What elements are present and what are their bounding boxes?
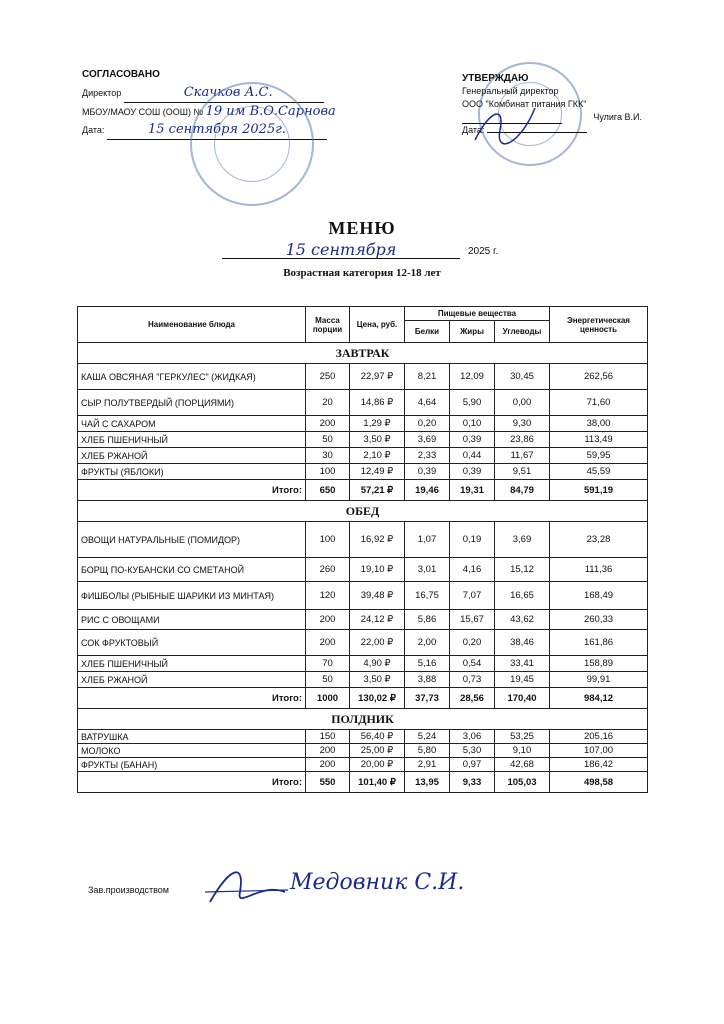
- approval-right-date-label: Дата:: [462, 125, 485, 135]
- cell-mass: 70: [306, 656, 350, 672]
- table-row: [78, 656, 648, 672]
- dish-name: ЧАЙ С САХАРОМ: [78, 416, 306, 432]
- cell-protein: 4,64: [405, 390, 450, 416]
- cell-carbs: 9,10: [495, 744, 550, 758]
- col-fat: Жиры: [450, 321, 495, 343]
- total-carbs: 105,03: [495, 772, 550, 793]
- table-row: [78, 610, 648, 630]
- total-label: Итого:: [78, 772, 306, 793]
- age-category: Возрастная категория 12-18 лет: [283, 267, 441, 279]
- approval-left-school-label: МБОУ/МАОУ СОШ (ООШ) №: [82, 107, 204, 117]
- total-row: [78, 772, 648, 793]
- cell-fat: 0,10: [450, 416, 495, 432]
- table-row: [78, 558, 648, 582]
- table-row: [78, 758, 648, 772]
- cell-price: 3,50 ₽: [350, 672, 405, 688]
- menu-year: 2025 г.: [468, 246, 499, 257]
- cell-mass: 50: [306, 672, 350, 688]
- approval-left-signature: Скачков А.С.: [183, 85, 273, 100]
- cell-fat: 5,90: [450, 390, 495, 416]
- cell-mass: 200: [306, 630, 350, 656]
- table-row: [78, 448, 648, 464]
- cell-price: 12,49 ₽: [350, 464, 405, 480]
- total-energy: 591,19: [550, 480, 648, 501]
- dish-name: ХЛЕБ ПШЕНИЧНЫЙ: [78, 432, 306, 448]
- cell-fat: 4,16: [450, 558, 495, 582]
- cell-mass: 30: [306, 448, 350, 464]
- approval-right-position: Генеральный директор: [462, 86, 559, 96]
- cell-fat: 12,09: [450, 364, 495, 390]
- total-mass: 1000: [306, 688, 350, 709]
- cell-mass: 50: [306, 432, 350, 448]
- cell-mass: 100: [306, 522, 350, 558]
- total-price: 101,40 ₽: [350, 772, 405, 793]
- total-row: [78, 688, 648, 709]
- total-energy: 984,12: [550, 688, 648, 709]
- cell-energy: 262,56: [550, 364, 648, 390]
- cell-fat: 7,07: [450, 582, 495, 610]
- col-dish: Наименование блюда: [78, 307, 306, 343]
- approval-right-heading: УТВЕРЖДАЮ: [462, 73, 529, 84]
- school-stamp: [190, 82, 314, 206]
- cell-protein: 8,21: [405, 364, 450, 390]
- cell-carbs: 9,30: [495, 416, 550, 432]
- approval-right-org: ООО "Комбинат питания ГКК": [462, 99, 587, 109]
- cell-mass: 200: [306, 416, 350, 432]
- cell-carbs: 11,67: [495, 448, 550, 464]
- cell-energy: 71,60: [550, 390, 648, 416]
- cell-carbs: 42,68: [495, 758, 550, 772]
- table-row: [78, 364, 648, 390]
- cell-energy: 45,59: [550, 464, 648, 480]
- cell-energy: 23,28: [550, 522, 648, 558]
- menu-table: [77, 306, 648, 793]
- total-protein: 37,73: [405, 688, 450, 709]
- menu-date-line: [222, 238, 522, 260]
- col-mass: Масса порции: [306, 307, 350, 343]
- table-row: [78, 522, 648, 558]
- col-energy: Энергетическая ценность: [550, 307, 648, 343]
- cell-price: 4,90 ₽: [350, 656, 405, 672]
- cell-protein: 2,00: [405, 630, 450, 656]
- cell-protein: 2,91: [405, 758, 450, 772]
- dish-name: ХЛЕБ РЖАНОЙ: [78, 448, 306, 464]
- total-row: [78, 480, 648, 501]
- section-row: [78, 343, 648, 364]
- approval-left-heading: СОГЛАСОВАНО: [82, 69, 160, 80]
- cell-fat: 0,39: [450, 464, 495, 480]
- cell-protein: 0,20: [405, 416, 450, 432]
- cell-protein: 5,24: [405, 730, 450, 744]
- total-carbs: 170,40: [495, 688, 550, 709]
- cell-price: 2,10 ₽: [350, 448, 405, 464]
- col-nutrients: Пищевые вещества: [405, 307, 550, 321]
- table-row: [78, 582, 648, 610]
- dish-name: ФРУКТЫ (БАНАН): [78, 758, 306, 772]
- section-title: ПОЛДНИК: [78, 709, 648, 730]
- cell-price: 19,10 ₽: [350, 558, 405, 582]
- cell-carbs: 16,65: [495, 582, 550, 610]
- dish-name: КАША ОВСЯНАЯ "ГЕРКУЛЕС" (ЖИДКАЯ): [78, 364, 306, 390]
- cell-energy: 205,16: [550, 730, 648, 744]
- cell-fat: 0,20: [450, 630, 495, 656]
- approval-left-date-label: Дата:: [82, 125, 105, 135]
- cell-carbs: 30,45: [495, 364, 550, 390]
- production-signature: Медовник С.И.: [290, 870, 465, 895]
- cell-mass: 200: [306, 758, 350, 772]
- cell-carbs: 0,00: [495, 390, 550, 416]
- cell-carbs: 53,25: [495, 730, 550, 744]
- table-row: [78, 730, 648, 744]
- cell-protein: 1,07: [405, 522, 450, 558]
- cell-energy: 161,86: [550, 630, 648, 656]
- cell-carbs: 43,62: [495, 610, 550, 630]
- cell-price: 25,00 ₽: [350, 744, 405, 758]
- dish-name: СОК ФРУКТОВЫЙ: [78, 630, 306, 656]
- production-label: Зав.производством: [88, 885, 169, 895]
- cell-protein: 3,88: [405, 672, 450, 688]
- cell-mass: 120: [306, 582, 350, 610]
- total-protein: 13,95: [405, 772, 450, 793]
- dish-name: СЫР ПОЛУТВЕРДЫЙ (ПОРЦИЯМИ): [78, 390, 306, 416]
- cell-energy: 113,49: [550, 432, 648, 448]
- table-row: [78, 672, 648, 688]
- dish-name: БОРЩ ПО-КУБАНСКИ СО СМЕТАНОЙ: [78, 558, 306, 582]
- cell-protein: 5,16: [405, 656, 450, 672]
- cell-price: 22,97 ₽: [350, 364, 405, 390]
- cell-energy: 158,89: [550, 656, 648, 672]
- cell-price: 3,50 ₽: [350, 432, 405, 448]
- cell-price: 39,48 ₽: [350, 582, 405, 610]
- cell-price: 22,00 ₽: [350, 630, 405, 656]
- approval-left-school-value: 19 им В.О.Сарнова: [205, 104, 336, 119]
- cell-protein: 5,80: [405, 744, 450, 758]
- cell-protein: 3,69: [405, 432, 450, 448]
- cell-fat: 0,19: [450, 522, 495, 558]
- cell-mass: 260: [306, 558, 350, 582]
- cell-energy: 59,95: [550, 448, 648, 464]
- cell-fat: 0,54: [450, 656, 495, 672]
- total-fat: 28,56: [450, 688, 495, 709]
- cell-fat: 5,30: [450, 744, 495, 758]
- cell-energy: 111,36: [550, 558, 648, 582]
- total-fat: 9,33: [450, 772, 495, 793]
- cell-energy: 99,91: [550, 672, 648, 688]
- approval-left-date-value: 15 сентября 2025г.: [147, 122, 286, 137]
- section-row: [78, 501, 648, 522]
- cell-mass: 20: [306, 390, 350, 416]
- dish-name: МОЛОКО: [78, 744, 306, 758]
- cell-price: 16,92 ₽: [350, 522, 405, 558]
- table-row: [78, 390, 648, 416]
- cell-protein: 0,39: [405, 464, 450, 480]
- total-price: 130,02 ₽: [350, 688, 405, 709]
- total-mass: 650: [306, 480, 350, 501]
- total-label: Итого:: [78, 688, 306, 709]
- section-title: ОБЕД: [78, 501, 648, 522]
- approval-left-position-label: Директор: [82, 88, 122, 98]
- dish-name: ФИШБОЛЫ (РЫБНЫЕ ШАРИКИ ИЗ МИНТАЯ): [78, 582, 306, 610]
- dish-name: ХЛЕБ ПШЕНИЧНЫЙ: [78, 656, 306, 672]
- section-row: [78, 709, 648, 730]
- cell-price: 56,40 ₽: [350, 730, 405, 744]
- menu-body: [78, 343, 648, 793]
- cell-protein: 16,75: [405, 582, 450, 610]
- cell-price: 20,00 ₽: [350, 758, 405, 772]
- dish-name: ОВОЩИ НАТУРАЛЬНЫЕ (ПОМИДОР): [78, 522, 306, 558]
- cell-carbs: 3,69: [495, 522, 550, 558]
- approval-right-name: Чулига В.И.: [593, 112, 642, 122]
- cell-carbs: 38,46: [495, 630, 550, 656]
- cell-mass: 100: [306, 464, 350, 480]
- cell-mass: 200: [306, 610, 350, 630]
- table-row: [78, 416, 648, 432]
- table-row: [78, 464, 648, 480]
- cell-fat: 0,44: [450, 448, 495, 464]
- cell-protein: 2,33: [405, 448, 450, 464]
- menu-date-handwritten: 15 сентября: [222, 240, 460, 259]
- cell-fat: 0,73: [450, 672, 495, 688]
- section-title: ЗАВТРАК: [78, 343, 648, 364]
- cell-protein: 5,86: [405, 610, 450, 630]
- cell-energy: 186,42: [550, 758, 648, 772]
- table-row: [78, 630, 648, 656]
- cell-price: 1,29 ₽: [350, 416, 405, 432]
- cell-fat: 0,97: [450, 758, 495, 772]
- cell-carbs: 19,45: [495, 672, 550, 688]
- cell-carbs: 15,12: [495, 558, 550, 582]
- cell-carbs: 23,86: [495, 432, 550, 448]
- cell-fat: 0,39: [450, 432, 495, 448]
- production-signature-scribble: [200, 862, 290, 912]
- cell-mass: 250: [306, 364, 350, 390]
- cell-energy: 38,00: [550, 416, 648, 432]
- total-energy: 498,58: [550, 772, 648, 793]
- cell-fat: 3,06: [450, 730, 495, 744]
- table-row: [78, 432, 648, 448]
- total-protein: 19,46: [405, 480, 450, 501]
- total-label: Итого:: [78, 480, 306, 501]
- table-row: [78, 744, 648, 758]
- dish-name: РИС С ОВОЩАМИ: [78, 610, 306, 630]
- total-price: 57,21 ₽: [350, 480, 405, 501]
- director-signature-scribble: [470, 100, 540, 150]
- total-mass: 550: [306, 772, 350, 793]
- page-title: МЕНЮ: [328, 218, 396, 238]
- cell-carbs: 33,41: [495, 656, 550, 672]
- cell-fat: 15,67: [450, 610, 495, 630]
- total-carbs: 84,79: [495, 480, 550, 501]
- col-carbs: Углеводы: [495, 321, 550, 343]
- dish-name: ХЛЕБ РЖАНОЙ: [78, 672, 306, 688]
- total-fat: 19,31: [450, 480, 495, 501]
- cell-price: 14,86 ₽: [350, 390, 405, 416]
- cell-energy: 168,49: [550, 582, 648, 610]
- cell-protein: 3,01: [405, 558, 450, 582]
- dish-name: ВАТРУШКА: [78, 730, 306, 744]
- dish-name: ФРУКТЫ (ЯБЛОКИ): [78, 464, 306, 480]
- col-price: Цена, руб.: [350, 307, 405, 343]
- cell-price: 24,12 ₽: [350, 610, 405, 630]
- cell-mass: 150: [306, 730, 350, 744]
- cell-energy: 107,00: [550, 744, 648, 758]
- cell-carbs: 9,51: [495, 464, 550, 480]
- cell-mass: 200: [306, 744, 350, 758]
- cell-energy: 260,33: [550, 610, 648, 630]
- col-protein: Белки: [405, 321, 450, 343]
